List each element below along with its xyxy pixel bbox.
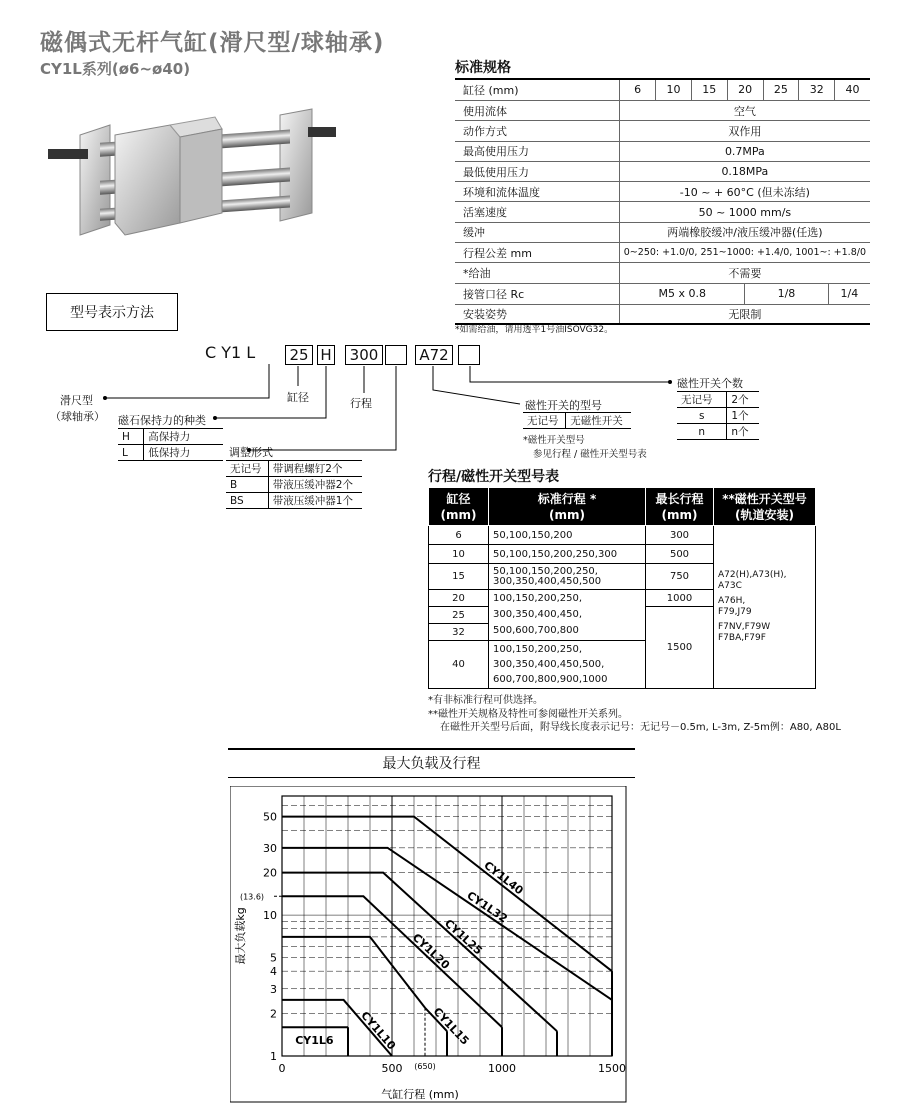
bore-size: 10: [655, 80, 691, 100]
port-value: M5 x 0.8: [619, 284, 744, 304]
spec-row-label: 使用流体: [455, 101, 619, 121]
spec-row-label: 活塞速度: [455, 202, 619, 222]
spec-row-value: 0~250: +1.0/0, 251~1000: +1.4/0, 1001~: +1.8/0: [619, 243, 870, 263]
spec-title: 标准规格: [455, 60, 511, 76]
stroke-std: 50,100,150,200,250,300: [489, 545, 646, 564]
series-label: CY1L15: [430, 1005, 472, 1048]
spec-mount-label: 安装姿势: [455, 304, 619, 324]
annotation-650: (650): [414, 1062, 436, 1071]
spec-row-label: 缓冲: [455, 222, 619, 242]
adjust-code: B: [226, 477, 268, 493]
switch-count-table: [677, 391, 759, 440]
magnet-code: L: [118, 445, 144, 461]
switch-count-desc: 1个: [727, 408, 759, 424]
series-label: CY1L20: [409, 930, 453, 972]
port-value: 1/4: [828, 284, 870, 304]
adjust-desc: 带液压缓冲器2个: [268, 477, 362, 493]
stroke-note: **磁性开关规格及特性可参阅磁性开关系列。: [428, 708, 628, 720]
bore-size: 32: [798, 80, 834, 100]
stroke-max: 300: [646, 526, 714, 545]
series-subtitle: CY1L系列(ø6~ø40): [40, 60, 191, 78]
spec-row-value: 50 ~ 1000 mm/s: [619, 202, 870, 222]
bore-size: 6: [619, 80, 655, 100]
adjust-type-label: 调整形式: [229, 446, 273, 459]
series-label: CY1L32: [464, 888, 510, 926]
y-tick-label: 5: [270, 951, 277, 965]
spec-row-label: 最低使用压力: [455, 161, 619, 181]
bore-size: 20: [727, 80, 763, 100]
series-label: CY1L10: [358, 1009, 399, 1053]
code-switch-box: A72: [415, 345, 453, 365]
adjust-code: BS: [226, 493, 268, 509]
x-axis-label: 气缸行程 (mm): [381, 1088, 459, 1101]
y-tick-label: 1: [270, 1050, 277, 1063]
chart-series: [282, 817, 612, 1056]
spec-row-value: 空气: [619, 101, 870, 121]
x-tick-label: 1500: [598, 1062, 626, 1075]
code-h-box: H: [317, 345, 335, 365]
stroke-notes: [428, 694, 841, 735]
stroke-header: **磁性开关型号 (轨道安装): [714, 488, 816, 526]
stroke-std: 100,150,200,250, 300,350,400,450,500, 600,700,800,900,1000: [489, 641, 646, 689]
stroke-note: *有非标准行程可供选择。: [428, 695, 543, 706]
y-tick-label: 50: [263, 810, 277, 824]
x-tick-label: 0: [278, 1062, 286, 1075]
series-label: CY1L25: [442, 916, 485, 958]
spec-row-value: 不需要: [619, 263, 870, 283]
spec-note: *如需给油，请用透平1号油ISOVG32。: [455, 325, 614, 335]
spec-row-label: 环境和流体温度: [455, 182, 619, 202]
switch-count-code: n: [677, 424, 727, 440]
magnet-type-label: 磁石保持力的种类: [118, 414, 206, 427]
series-line: [282, 817, 612, 972]
stroke-table-title: 行程/磁性开关型号表: [428, 469, 560, 485]
magnet-table: [118, 428, 223, 461]
spec-row-value: 0.18MPa: [619, 161, 870, 181]
bore-size: 40: [834, 80, 870, 100]
stroke-table: [428, 487, 816, 689]
port-value: 1/8: [744, 284, 828, 304]
model-leader-lines: [0, 0, 900, 480]
y-axis-label: 最大负载kg: [234, 907, 247, 965]
switch-type-desc: 无磁性开关: [566, 413, 631, 429]
spec-row-label: 行程公差 mm: [455, 243, 619, 263]
spec-row-value: 两端橡胶缓冲/液压缓冲器(任选): [619, 222, 870, 242]
y-tick-label: 10: [263, 909, 277, 923]
stroke-bore: 6: [429, 526, 489, 545]
series-label: CY1L6: [295, 1034, 334, 1048]
bore-label: 缸径: [287, 391, 309, 404]
stroke-std: 50,100,150,200,250, 300,350,400,450,500: [489, 564, 646, 590]
adjust-table: [226, 460, 362, 509]
switch-type-label: 磁性开关的型号: [525, 399, 602, 412]
y-tick-label: 4: [270, 965, 277, 979]
y-tick-label: 30: [263, 841, 277, 855]
switch-count-code: s: [677, 408, 727, 424]
spec-row-value: -10 ~ + 60°C (但未冻结): [619, 182, 870, 202]
adjust-desc: 带液压缓冲器1个: [268, 493, 362, 509]
y-tick-label: 2: [270, 1007, 277, 1021]
spec-row-value: 0.7MPa: [619, 141, 870, 161]
spec-mount-value: 无限制: [619, 304, 870, 324]
spec-row-label: 动作方式: [455, 121, 619, 141]
stroke-bore: 20: [429, 590, 489, 607]
switch-count-label: 磁性开关个数: [677, 377, 743, 390]
stroke-std: 50,100,150,200: [489, 526, 646, 545]
code-stroke-box: 300: [345, 345, 383, 365]
annotation-136: (13.6): [239, 892, 265, 902]
spec-port-label: 接管口径 Rc: [455, 283, 619, 304]
stroke-label: 行程: [350, 397, 372, 410]
magnet-desc: 高保持力: [144, 429, 223, 445]
stroke-max: 1000: [646, 590, 714, 607]
spec-row-label: 最高使用压力: [455, 141, 619, 161]
stroke-header: 标准行程 * (mm): [489, 488, 646, 526]
switch-count-code: 无记号: [677, 392, 727, 408]
switch-type-code: 无记号: [523, 413, 566, 429]
code-bore-box: 25: [285, 345, 313, 365]
stroke-note: 在磁性开关型号后面，附导线长度表示记号：无记号－0.5m, L-3m, Z-5m例：A80, A80L: [440, 722, 841, 733]
magnet-code: H: [118, 429, 144, 445]
switch-type-note1: *磁性开关型号: [523, 435, 585, 446]
x-tick-label: 1000: [488, 1062, 516, 1075]
stroke-max-merged: 1500: [646, 607, 714, 689]
stroke-max: 500: [646, 545, 714, 564]
x-tick-label: 500: [381, 1062, 403, 1075]
y-tick-label: 3: [270, 982, 277, 996]
switch-count-desc: 2个: [727, 392, 759, 408]
bore-size: 15: [691, 80, 727, 100]
model-method-box: 型号表示方法: [46, 293, 178, 331]
stroke-bore: 25: [429, 607, 489, 624]
stroke-bore: 15: [429, 564, 489, 590]
stroke-bore: 32: [429, 624, 489, 641]
slide-type-sub: （球轴承）: [50, 410, 105, 423]
stroke-header: 最长行程 (mm): [646, 488, 714, 526]
series-label: CY1L40: [481, 858, 526, 898]
switch-type-table: [523, 412, 631, 429]
stroke-header: 缸径 (mm): [429, 488, 489, 526]
adjust-code: 无记号: [226, 461, 268, 477]
spec-bore-label: 缸径 (mm): [455, 79, 619, 101]
magnet-desc: 低保持力: [144, 445, 223, 461]
slide-type-label: 滑尺型: [60, 394, 93, 407]
switch-model-cell: A72(H),A73(H), A73C A76H, F79,J79 F7NV,F79W F7BA,F79F: [714, 526, 816, 689]
code-prefix: C Y1 L: [205, 343, 256, 362]
stroke-std-merged: 100,150,200,250, 300,350,400,450, 500,600,700,800: [489, 590, 646, 641]
chart-title: 最大负载及行程: [228, 748, 635, 778]
stroke-max: 750: [646, 564, 714, 590]
y-tick-label: 20: [263, 866, 277, 880]
switch-count-desc: n个: [727, 424, 759, 440]
stroke-bore: 40: [429, 641, 489, 689]
load-stroke-chart: [230, 786, 630, 1106]
stroke-bore: 10: [429, 545, 489, 564]
bore-size: 25: [763, 80, 799, 100]
switch-type-note2: 参见行程 / 磁性开关型号表: [533, 449, 647, 460]
spec-row-label: *给油: [455, 263, 619, 283]
spec-row-value: 双作用: [619, 121, 870, 141]
page-title: 磁偶式无杆气缸(滑尺型/球轴承): [40, 30, 385, 56]
adjust-desc: 带调程螺钉2个: [268, 461, 362, 477]
